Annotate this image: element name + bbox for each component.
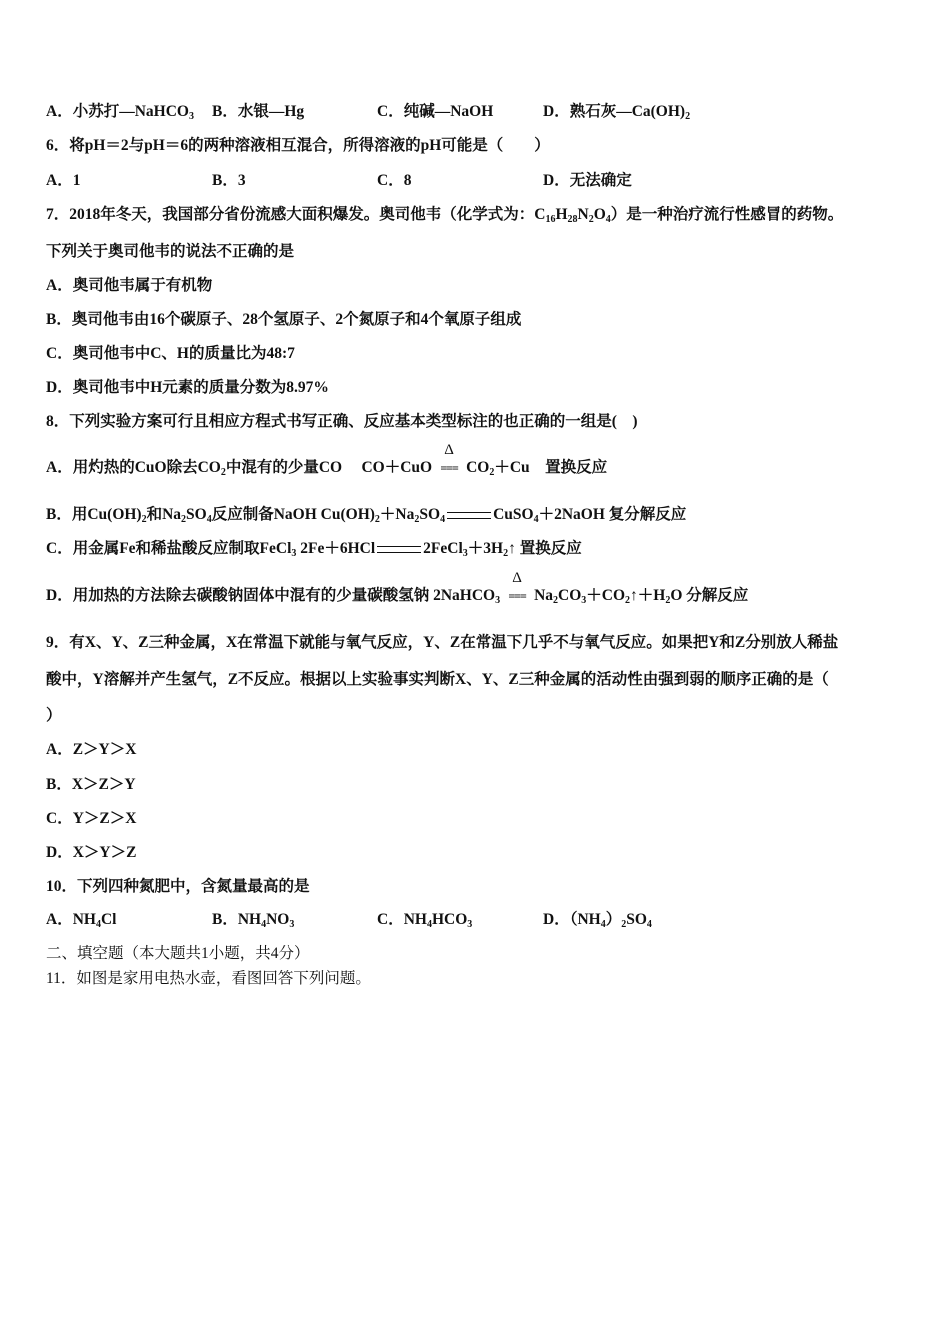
q8-stem: 8．下列实验方案可行且相应方程式书写正确、反应基本类型标注的也正确的一组是( ) <box>46 413 638 430</box>
q9-option-d: D．X＞Y＞Z <box>46 844 137 861</box>
q9-option-c: C．Y＞Z＞X <box>46 810 137 827</box>
q6-option-c: C．8 <box>377 172 412 189</box>
q7-stem-cont: 下列关于奥司他韦的说法不正确的是 <box>46 243 295 260</box>
q9-option-a: A．Z＞Y＞X <box>46 741 137 758</box>
q8-option-a: A．用灼热的CuO除去$CO_2$中混有的少量CO CO＋CuO Δ === $CO_2+Cu$ 置换反应 <box>46 442 608 478</box>
q6-option-a: A．1 <box>46 172 81 189</box>
q5-option-a: A．小苏打—NaHCO$_3$ <box>46 103 194 122</box>
q7-option-d: D．奥司他韦中H元素的质量分数为8.97% <box>46 379 329 396</box>
heat-condition: Δ === <box>440 442 458 475</box>
q6-option-d: D．无法确定 <box>543 172 632 189</box>
q5-option-d: D．熟石灰$—Ca(OH)_2$ <box>543 103 691 122</box>
q8-option-b: B．用$Cu(OH)_2$和$Na_2SO_4$反应制备NaOH $Cu(OH)_2+Na_2SO_4$ CuSO$_4$＋2NaOH 复分解反应 <box>46 506 687 525</box>
q9-option-b: B．X＞Z＞Y <box>46 776 136 793</box>
q5-option-c: C．纯碱—NaOH <box>377 103 494 120</box>
q10-option-d: D．$(NH_4)_2SO_4$ <box>543 911 652 930</box>
equals-sign <box>377 546 421 553</box>
heat-condition: Δ === <box>508 570 526 603</box>
equals-sign <box>447 512 491 519</box>
q7-stem: 7．2018年冬天，我国部分省份流感大面积爆发。奥司他韦（化学式为：$C_{16}H_{28}N_2O_4$）是一种治疗流行性感冒的药物。 <box>46 206 844 225</box>
q6-option-b: B．3 <box>212 172 246 189</box>
q8-option-c: C．用金属Fe和稀盐酸反应制取FeCl$_3$ 2Fe＋6HCl $2FeCl_3+3H_2↑$ 置换反应 <box>46 540 582 559</box>
q6-stem: 6．将pH＝2与pH＝6的两种溶液相互混合，所得溶液的pH可能是（ ） <box>46 137 550 154</box>
q10-option-a: A．$NH_4Cl$ <box>46 911 117 930</box>
q7-option-a: A．奥司他韦属于有机物 <box>46 277 213 294</box>
q9-stem-end: ） <box>46 707 62 724</box>
q7-option-b: B．奥司他韦由16个碳原子、28个氢原子、2个氮原子和4个氧原子组成 <box>46 311 522 328</box>
q5-option-b: B．水银—Hg <box>212 103 305 120</box>
q9-stem-cont: 酸中，Y溶解并产生氢气，Z不反应。根据以上实验事实判断X、Y、Z三种金属的活动性由强到弱的顺序正确的是（ <box>46 671 829 688</box>
q7-option-c: C．奥司他韦中C、H的质量比为48:7 <box>46 345 295 362</box>
q9-stem: 9．有X、Y、Z三种金属，X在常温下就能与氧气反应，Y、Z在常温下几乎不与氧气反应。如果把Y和Z分别放人稀盐 <box>46 634 839 651</box>
q11-stem: 11．如图是家用电热水壶，看图回答下列问题。 <box>46 970 371 987</box>
q10-option-b: B．$NH_4NO_3$ <box>212 911 295 930</box>
section-heading: 二、填空题（本大题共1小题，共4分） <box>46 945 310 962</box>
q8-option-d: D．用加热的方法除去碳酸钠固体中混有的少量碳酸氢钠 2NaHCO$_3$ Δ === $Na_2CO_3+CO_2↑+H_2O$ 分解反应 <box>46 570 749 606</box>
q10-stem: 10．下列四种氮肥中，含氮量最高的是 <box>46 878 310 895</box>
q10-option-c: C．$NH_4HCO_3$ <box>377 911 473 930</box>
